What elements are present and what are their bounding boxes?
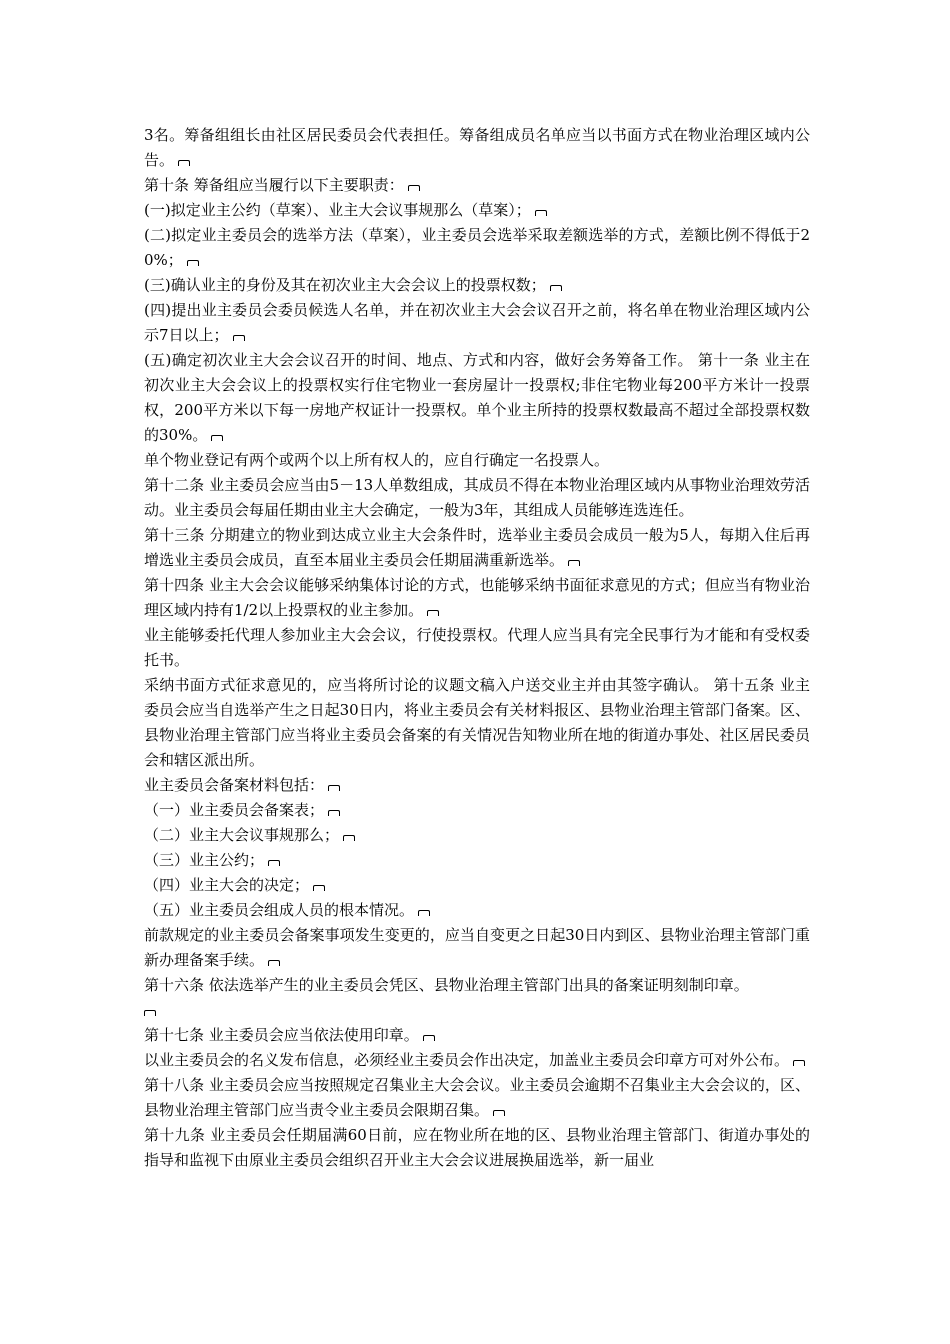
- article-15-item-3: （三）业主公约；: [144, 848, 810, 873]
- paragraph-mark-icon: [568, 560, 580, 566]
- paragraph-mark-icon: [423, 1035, 435, 1041]
- paragraph-mark-icon: [408, 185, 420, 191]
- article-17-paragraph-2: 以业主委员会的名义发布信息，必须经业主委员会作出决定，加盖业主委员会印章方可对外公布。: [144, 1048, 810, 1073]
- article-19: 第十九条 业主委员会任期届满60日前，应在物业所在地的区、县物业治理主管部门、街道办事处的指导和监视下由原业主委员会组织召开业主大会会议进展换届选举，新一届业: [144, 1126, 810, 1169]
- paragraph-mark-icon: [144, 1010, 156, 1016]
- article-10: 第十条 筹备组应当履行以下主要职责：: [144, 173, 810, 198]
- article-10-item-2: (二)拟定业主委员会的选举方法（草案），业主委员会选举采取差额选举的方式，差额比例不得低于20%；: [144, 226, 810, 269]
- paragraph-mark-icon: [418, 910, 430, 916]
- paragraph-mark-icon: [187, 260, 199, 266]
- article-13: 第十三条 分期建立的物业到达成立业主大会条件时，选举业主委员会成员一般为5人，每期入住后再增选业主委员会成员，直至本届业主委员会任期届满重新选举。: [144, 526, 810, 569]
- paragraph-mark-icon: [211, 435, 223, 441]
- paragraph-mark-icon: [268, 860, 280, 866]
- paragraph-mark-icon: [343, 835, 355, 841]
- paragraph-mark-icon: [427, 610, 439, 616]
- article-14: 第十四条 业主大会会议能够采纳集体讨论的方式，也能够采纳书面征求意见的方式；但应当有物业治理区域内持有1/2以上投票权的业主参加。: [144, 576, 810, 619]
- article-15-item-4: （四）业主大会的决定；: [144, 873, 810, 898]
- paragraph-mark-icon: [550, 285, 562, 291]
- article-10-item-3: (三)确认业主的身份及其在初次业主大会会议上的投票权数；: [144, 273, 810, 298]
- paragraph-mark-icon: [233, 335, 245, 341]
- article-10-item-4: (四)提出业主委员会委员候选人名单，并在初次业主大会会议召开之前，将名单在物业治理区域内公示7日以上；: [144, 301, 810, 344]
- article-10-item-5-and-article-11: (五)确定初次业主大会会议召开的时间、地点、方式和内容，做好会务筹备工作。 第十一条 业主在初次业主大会会议上的投票权实行住宅物业一套房屋计一投票权;非住宅物业每200平方米计一投票权，200平方米以下每一房地产权证计一投票权。单个业主所持的投票权数最高不超过全部投票权数的30%。: [144, 351, 810, 444]
- article-11-paragraph-2: 单个物业登记有两个或两个以上所有权人的，应自行确定一名投票人。: [144, 451, 610, 469]
- paragraph-mark-icon: [268, 960, 280, 966]
- paragraph-mark-icon: [313, 885, 325, 891]
- paragraph-mark-icon: [493, 1110, 505, 1116]
- article-15-item-1: （一）业主委员会备案表；: [144, 798, 810, 823]
- article-17: 第十七条 业主委员会应当依法使用印章。: [144, 1023, 810, 1048]
- paragraph-mark-icon: [793, 1060, 805, 1066]
- article-18: 第十八条 业主委员会应当按照规定召集业主大会会议。业主委员会逾期不召集业主大会会议的，区、县物业治理主管部门应当责令业主委员会限期召集。: [144, 1076, 810, 1119]
- paragraph-1: 3名。筹备组组长由社区居民委员会代表担任。筹备组成员名单应当以书面方式在物业治理区域内公告。: [144, 126, 810, 169]
- article-15-materials: 业主委员会备案材料包括：: [144, 773, 810, 798]
- article-12: 第十二条 业主委员会应当由5－13人单数组成，其成员不得在本物业治理区域内从事物业治理效劳活动。业主委员会每届任期由业主大会确定，一般为3年，其组成人员能够连选连任。: [144, 476, 810, 519]
- article-15-paragraph-change: 前款规定的业主委员会备案事项发生变更的，应当自变更之日起30日内到区、县物业治理主管部门重新办理备案手续。: [144, 926, 810, 969]
- article-15-item-2: （二）业主大会议事规那么；: [144, 823, 810, 848]
- paragraph-mark-icon: [328, 810, 340, 816]
- paragraph-mark-icon: [178, 160, 190, 166]
- article-15-item-5: （五）业主委员会组成人员的根本情况。: [144, 898, 810, 923]
- article-14-paragraph-3-and-article-15: 采纳书面方式征求意见的，应当将所讨论的议题文稿入户送交业主并由其签字确认。 第十五条 业主委员会应当自选举产生之日起30日内，将业主委员会有关材料报区、县物业治理主管部门备案。区、县物业治理主管部门应当将业主委员会备案的有关情况告知物业所在地的街道办事处、社区居民委员会和辖区派出所。: [144, 676, 810, 769]
- paragraph-mark-icon: [328, 785, 340, 791]
- empty-paragraph: [144, 998, 810, 1023]
- article-14-paragraph-2: 业主能够委托代理人参加业主大会会议，行使投票权。代理人应当具有完全民事行为才能和有受权委托书。: [144, 626, 810, 669]
- article-10-item-1: (一)拟定业主公约（草案）、业主大会议事规那么（草案）；: [144, 198, 810, 223]
- paragraph-mark-icon: [535, 210, 547, 216]
- article-16: 第十六条 依法选举产生的业主委员会凭区、县物业治理主管部门出具的备案证明刻制印章。: [144, 976, 749, 994]
- document-page: [144, 123, 810, 1173]
